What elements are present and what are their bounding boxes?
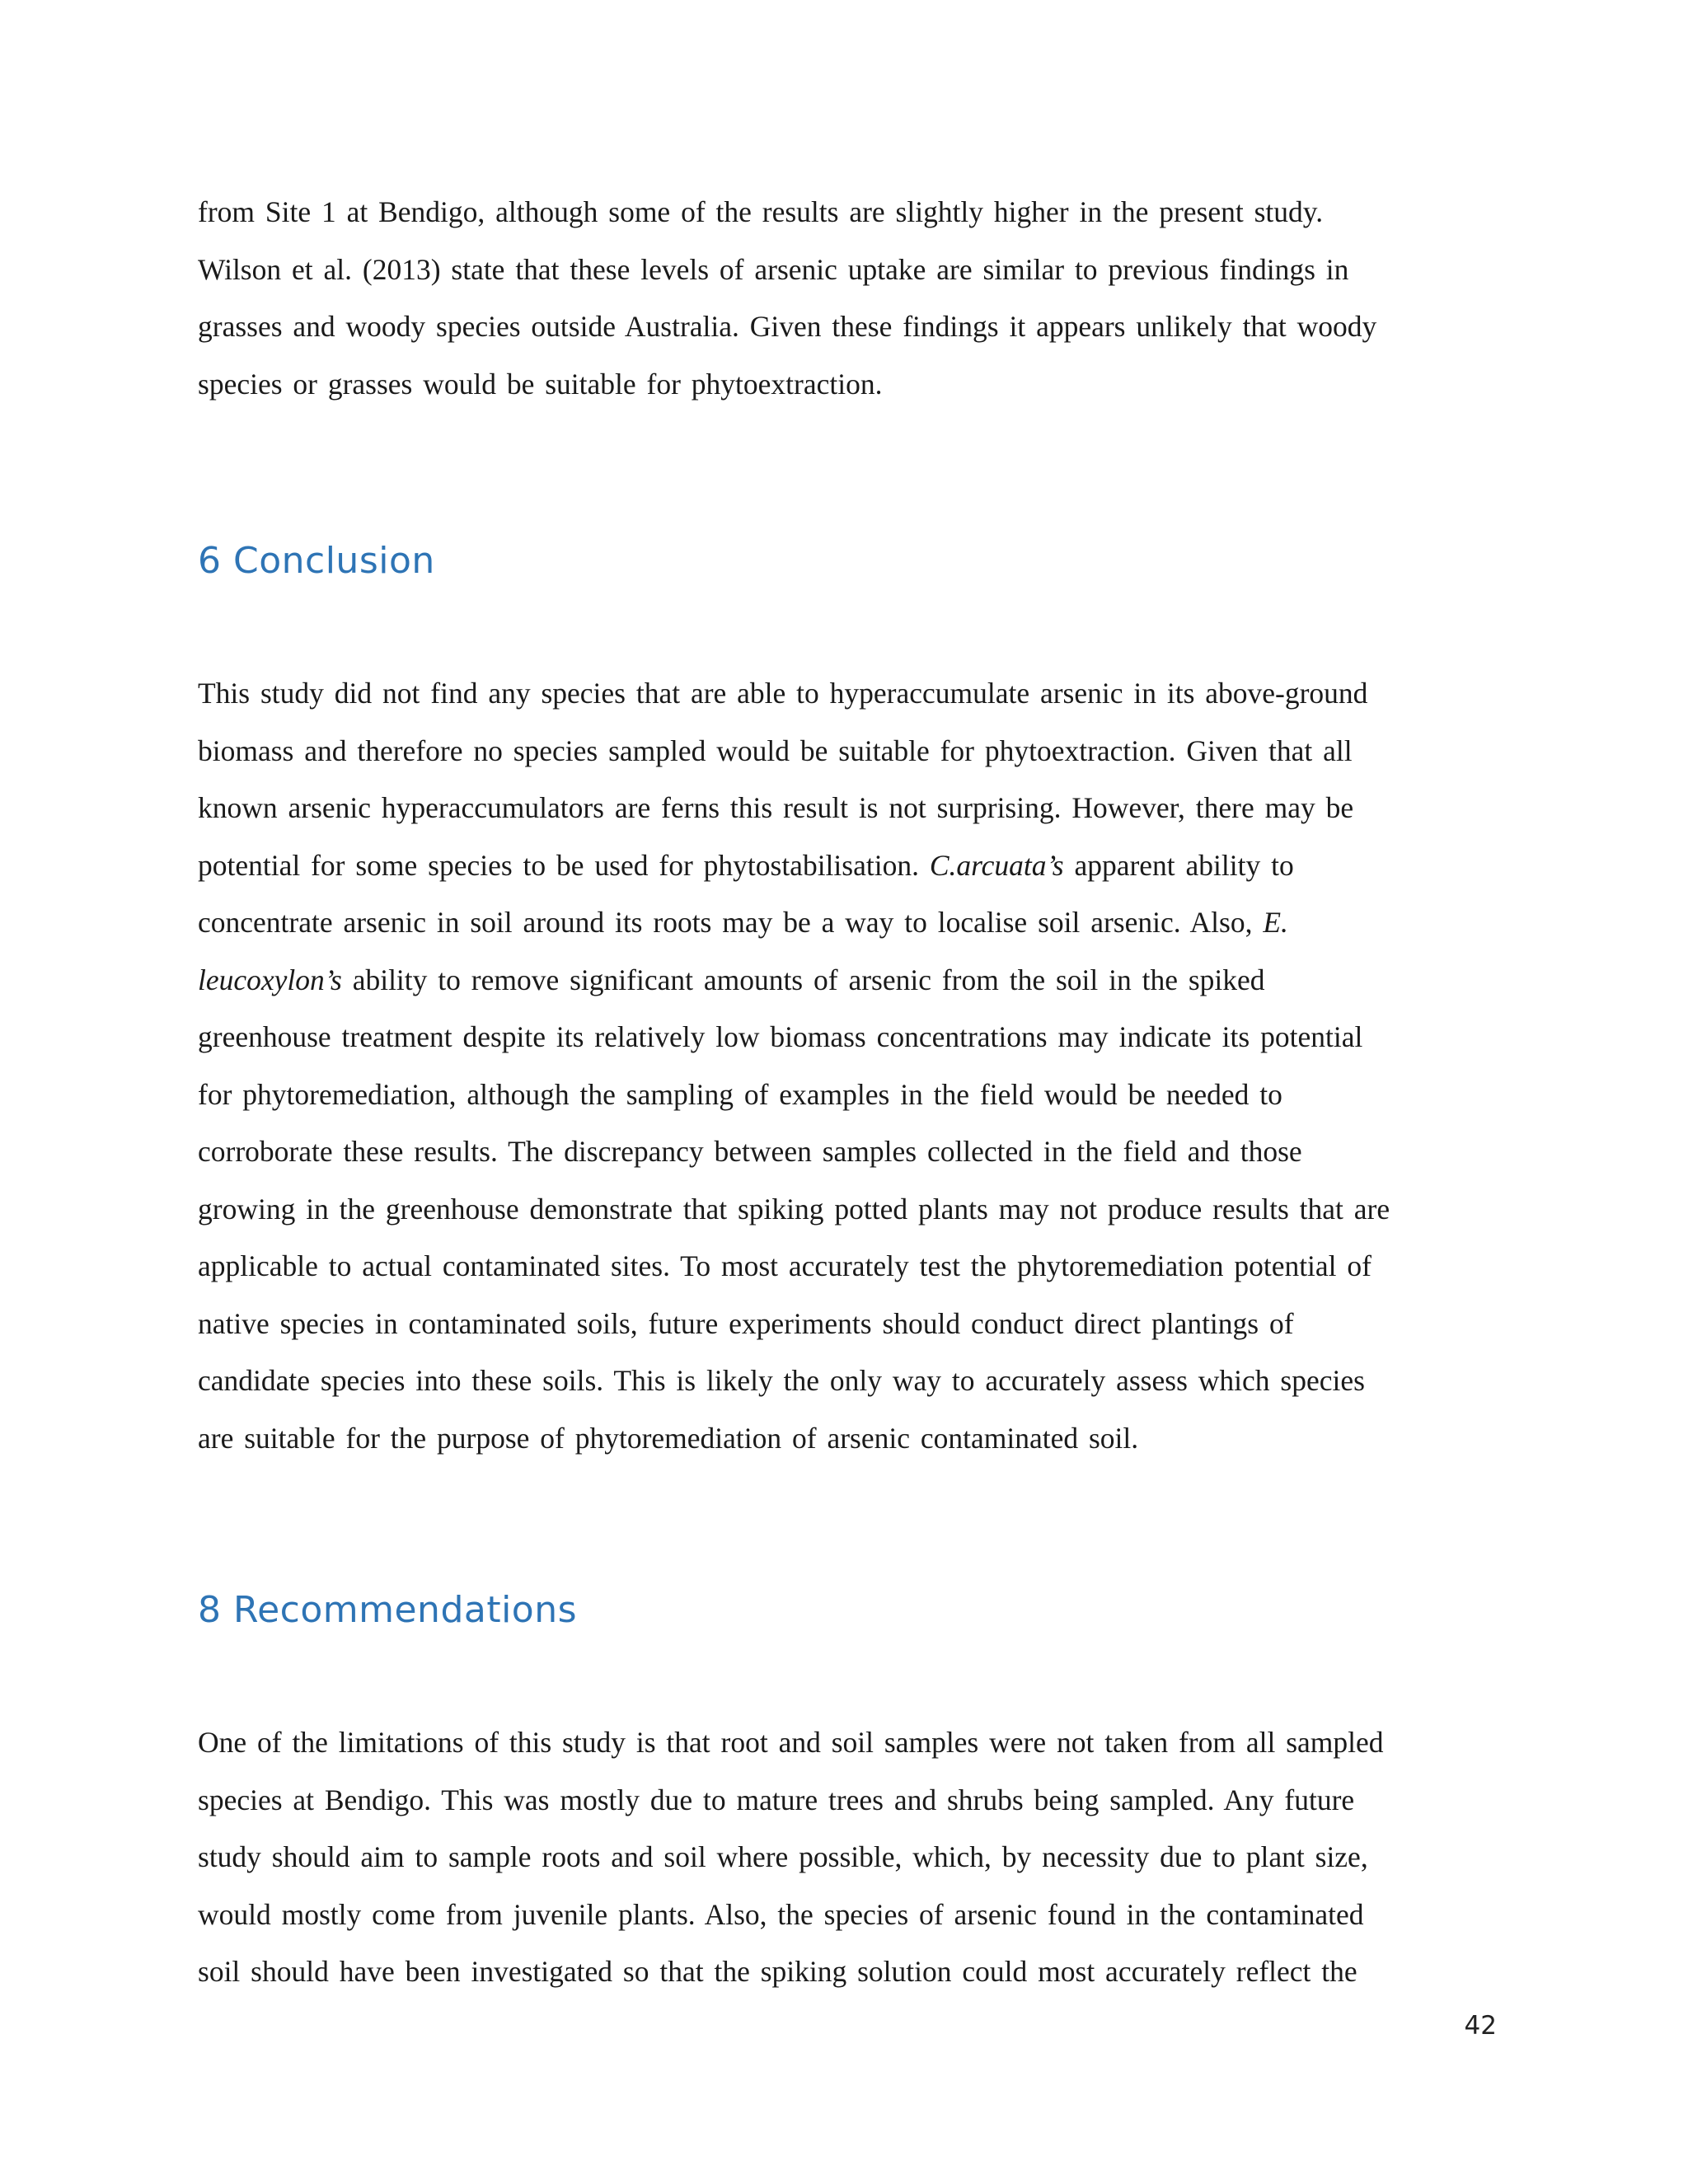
intro-paragraph <box>198 184 1500 413</box>
paragraph-line: species at Bendigo. This was mostly due to mature trees and shrubs being sampled. Any future <box>198 1783 1355 1816</box>
paragraph-line: This study did not find any species that are able to hyperaccumulate arsenic in its above-ground <box>198 677 1368 710</box>
paragraph-line: biomass and therefore no species sampled would be suitable for phytoextraction. Given that all <box>198 733 1353 767</box>
paragraph-line: soil should have been investigated so that the spiking solution could most accurately reflect the <box>198 1955 1357 1988</box>
paragraph-line: are suitable for the purpose of phytoremediation of arsenic contaminated soil. <box>198 1421 1139 1455</box>
paragraph-line: species or grasses would be suitable for phytoextraction. <box>198 367 883 401</box>
paragraph-line: potential for some species to be used for phytostabilisation. C.arcuata’s apparent ability to <box>198 848 1294 882</box>
paragraph-line: One of the limitations of this study is that root and soil samples were not taken from all sampled <box>198 1726 1384 1759</box>
paragraph-line: corroborate these results. The discrepancy between samples collected in the field and those <box>198 1135 1302 1168</box>
section-heading-conclusion: 6 Conclusion <box>198 540 435 582</box>
paragraph-line: Wilson et al. (2013) state that these levels of arsenic uptake are similar to previous findings in <box>198 252 1349 286</box>
paragraph-line: grasses and woody species outside Australia. Given these findings it appears unlikely that woody <box>198 310 1377 343</box>
species-name-italic: E. <box>1263 906 1288 939</box>
conclusion-paragraph <box>198 665 1500 1467</box>
paragraph-line: concentrate arsenic in soil around its roots may be a way to localise soil arsenic. Also, E. <box>198 906 1288 939</box>
paragraph-line: greenhouse treatment despite its relatively low biomass concentrations may indicate its potential <box>198 1020 1363 1053</box>
species-name-italic: leucoxylon’s <box>198 963 342 996</box>
section-heading-recommendations: 8 Recommendations <box>198 1589 578 1631</box>
paragraph-line: for phytoremediation, although the sampling of examples in the field would be needed to <box>198 1077 1282 1111</box>
paragraph-line: from Site 1 at Bendigo, although some of the results are slightly higher in the present study. <box>198 195 1324 228</box>
paragraph-line: would mostly come from juvenile plants. Also, the species of arsenic found in the contaminated <box>198 1897 1364 1931</box>
recommendations-paragraph <box>198 1714 1500 2001</box>
paragraph-line: known arsenic hyperaccumulators are ferns this result is not surprising. However, there may be <box>198 791 1354 824</box>
paragraph-line: growing in the greenhouse demonstrate that spiking potted plants may not produce results that are <box>198 1192 1390 1226</box>
paragraph-line: applicable to actual contaminated sites. To most accurately test the phytoremediation potential of <box>198 1249 1372 1282</box>
paragraph-line: candidate species into these soils. This is likely the only way to accurately assess which species <box>198 1364 1365 1397</box>
paragraph-line: leucoxylon’s ability to remove significant amounts of arsenic from the soil in the spiked <box>198 963 1265 996</box>
paragraph-line: study should aim to sample roots and soil where possible, which, by necessity due to plant size, <box>198 1840 1368 1873</box>
page-number: 42 <box>1464 2011 1497 2041</box>
species-name-italic: C.arcuata’s <box>929 848 1064 882</box>
paragraph-line: native species in contaminated soils, future experiments should conduct direct plantings of <box>198 1306 1294 1340</box>
